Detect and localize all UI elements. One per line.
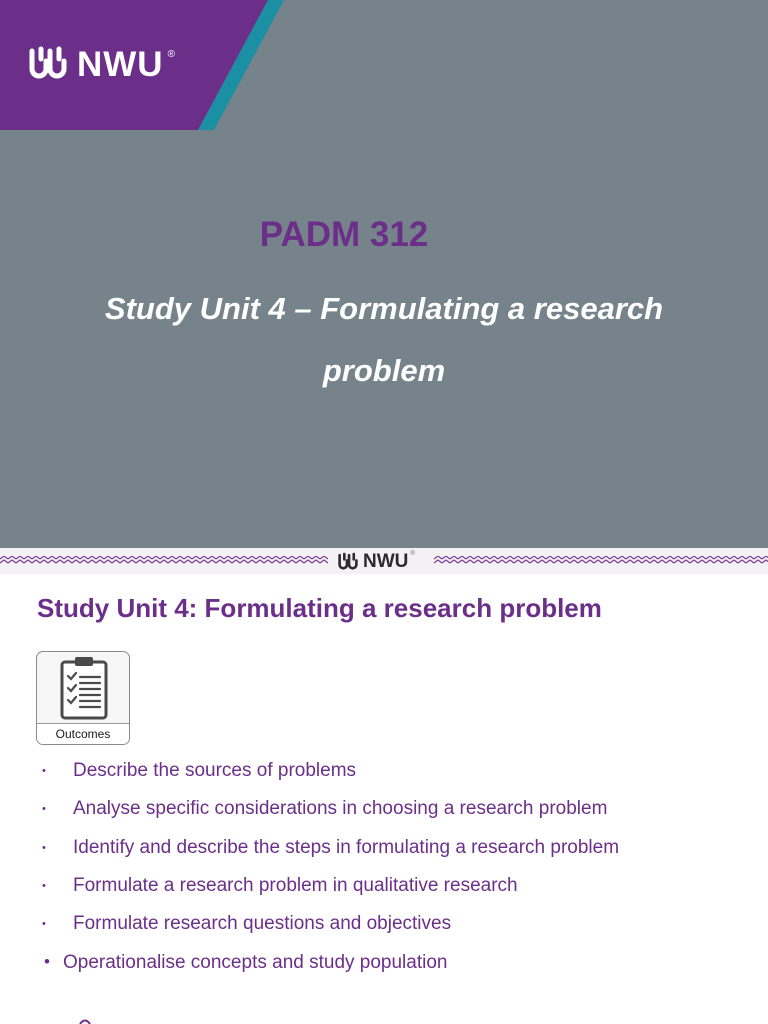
course-code: PADM 312 [259, 215, 429, 254]
bullet-text: Describe the sources of problems [73, 760, 357, 781]
zigzag-pattern-left [0, 556, 328, 566]
outcomes-slide [0, 574, 768, 1024]
zigzag-pattern-right [434, 556, 768, 566]
bullet-marker: • [42, 765, 46, 777]
bullet-marker: • [42, 842, 46, 854]
logo-wordmark: NWU [77, 45, 164, 84]
nwu-emblem-icon [27, 45, 69, 85]
bullet-text: Formulate a research problem in qualitative research [73, 875, 518, 896]
bullet-text: Formulate research questions and objectives [73, 913, 452, 934]
bullet-text: Analyse specific considerations in choosing a research problem [73, 798, 608, 819]
bullet-marker: • [42, 918, 46, 930]
next-slide-logo-fragment [78, 1018, 92, 1024]
registered-mark: ® [167, 49, 175, 60]
slide-title: Study Unit 4 – Formulating a research problem [104, 291, 664, 388]
bullet-text: Identify and describe the steps in formulating a research problem [73, 837, 620, 858]
registered-mark: ® [410, 551, 415, 557]
nwu-logo [27, 45, 175, 85]
clipboard-checklist-icon [59, 656, 109, 720]
slide-divider [0, 548, 768, 574]
nwu-emblem-icon [337, 552, 359, 573]
outcomes-label: Outcomes [37, 723, 129, 744]
logo-wordmark: NWU [363, 551, 409, 572]
bullet-marker: • [44, 952, 50, 971]
bullet-marker: • [42, 803, 46, 815]
outcomes-badge [36, 651, 130, 745]
slide-heading: Study Unit 4: Formulating a research problem [37, 593, 602, 623]
bullet-marker: • [42, 880, 46, 892]
nwu-logo-small [337, 551, 415, 573]
bullet-text: Operationalise concepts and study population [63, 952, 448, 973]
